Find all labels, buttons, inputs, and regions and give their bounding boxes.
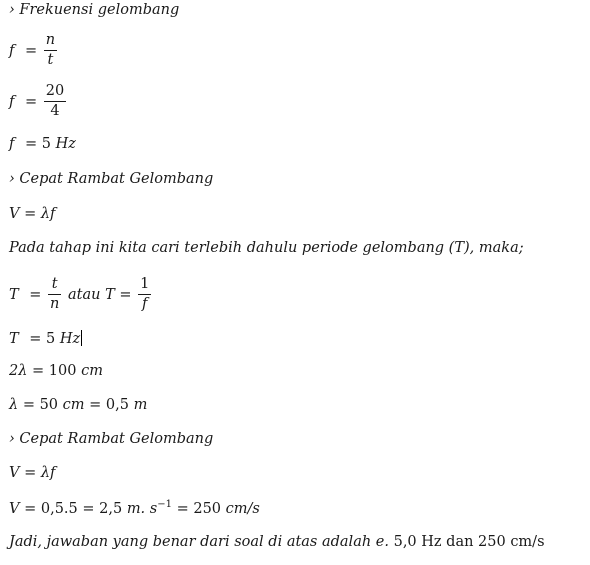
jadi-text: Jadi, jawaban yang benar dari soal di atas adalah e. bbox=[9, 534, 389, 550]
equals-sign: = bbox=[29, 331, 42, 347]
heading-cepat-rambat-1: › Cepat Rambat Gelombang bbox=[9, 171, 214, 187]
equation-lambda-50cm: λ = 50 cm = 0,5 m bbox=[9, 397, 148, 413]
value-0-5-5: 0,5.5 bbox=[40, 501, 78, 517]
equation-f-n-over-t bbox=[9, 33, 59, 69]
atau-text: atau T = bbox=[68, 286, 132, 303]
unit-m: m bbox=[133, 397, 148, 413]
value: 5 bbox=[46, 331, 56, 347]
numerator: n bbox=[44, 33, 57, 51]
fraction-1-over-f bbox=[138, 277, 151, 313]
fraction-n-over-t bbox=[44, 33, 57, 69]
equals-sign: = bbox=[29, 286, 42, 303]
unit: cm bbox=[81, 363, 103, 379]
unit: Hz bbox=[55, 136, 76, 152]
unit: Hz bbox=[59, 331, 81, 347]
answer-text: 5,0 Hz dan 250 cm/s bbox=[393, 534, 545, 550]
unit-cm: cm bbox=[62, 397, 85, 413]
equation-2lambda-100cm bbox=[9, 364, 103, 379]
fraction-t-over-n bbox=[48, 277, 61, 313]
exponent: −1 bbox=[157, 499, 172, 510]
fraction-20-over-4 bbox=[44, 84, 66, 120]
denominator: f bbox=[142, 295, 148, 312]
symbol-v: V bbox=[9, 501, 20, 517]
symbol-t: T bbox=[9, 331, 19, 347]
equals-sign: = bbox=[24, 136, 38, 152]
equation-f-5hz bbox=[9, 137, 76, 152]
value: 5 bbox=[41, 136, 51, 152]
paragraph-jadi bbox=[9, 535, 545, 550]
unit-ms: m. s bbox=[126, 501, 158, 517]
equation-v-lambda-f-1: V = λf bbox=[9, 206, 56, 222]
numerator: 20 bbox=[44, 84, 66, 102]
paragraph-pada-tahap: Pada tahap ini kita cari terlebih dahulu periode gelombang (T), maka; bbox=[9, 240, 524, 256]
lambda: λ bbox=[9, 397, 19, 413]
symbol-f: f bbox=[9, 93, 15, 110]
value-50: 50 bbox=[39, 397, 59, 413]
symbol-t: T bbox=[9, 286, 19, 303]
denominator: n bbox=[50, 295, 60, 312]
value-250: 250 bbox=[193, 501, 222, 517]
equation-t-fractions bbox=[9, 277, 153, 313]
symbol-f: f bbox=[9, 42, 15, 59]
equals-sign: = bbox=[32, 363, 45, 379]
equation-t-5hz bbox=[9, 330, 82, 347]
denominator: 4 bbox=[50, 102, 60, 119]
value-2-5: 2,5 bbox=[99, 501, 123, 517]
numerator: 1 bbox=[138, 277, 151, 295]
numerator: t bbox=[48, 277, 61, 295]
text-cursor bbox=[81, 330, 82, 346]
symbol-f: f bbox=[9, 136, 15, 152]
heading-cepat-rambat-2: › Cepat Rambat Gelombang bbox=[9, 431, 214, 447]
equals-sign: = bbox=[24, 42, 38, 59]
unit-cm-s: cm/s bbox=[225, 501, 260, 517]
equation-f-20-over-4 bbox=[9, 84, 68, 120]
equals-sign: = bbox=[24, 93, 38, 110]
equation-v-lambda-f-2: V = λf bbox=[9, 465, 56, 481]
equation-v-result: V = 0,5.5 = 2,5 m. $s^{-1} = 250$ cm/s bbox=[9, 499, 260, 517]
value-0-5: 0,5 bbox=[105, 397, 129, 413]
value: 100 bbox=[48, 363, 77, 379]
heading-frekuensi: › Frekuensi gelombang bbox=[9, 2, 180, 18]
two-lambda: 2λ bbox=[9, 363, 28, 379]
denominator: t bbox=[47, 51, 54, 68]
